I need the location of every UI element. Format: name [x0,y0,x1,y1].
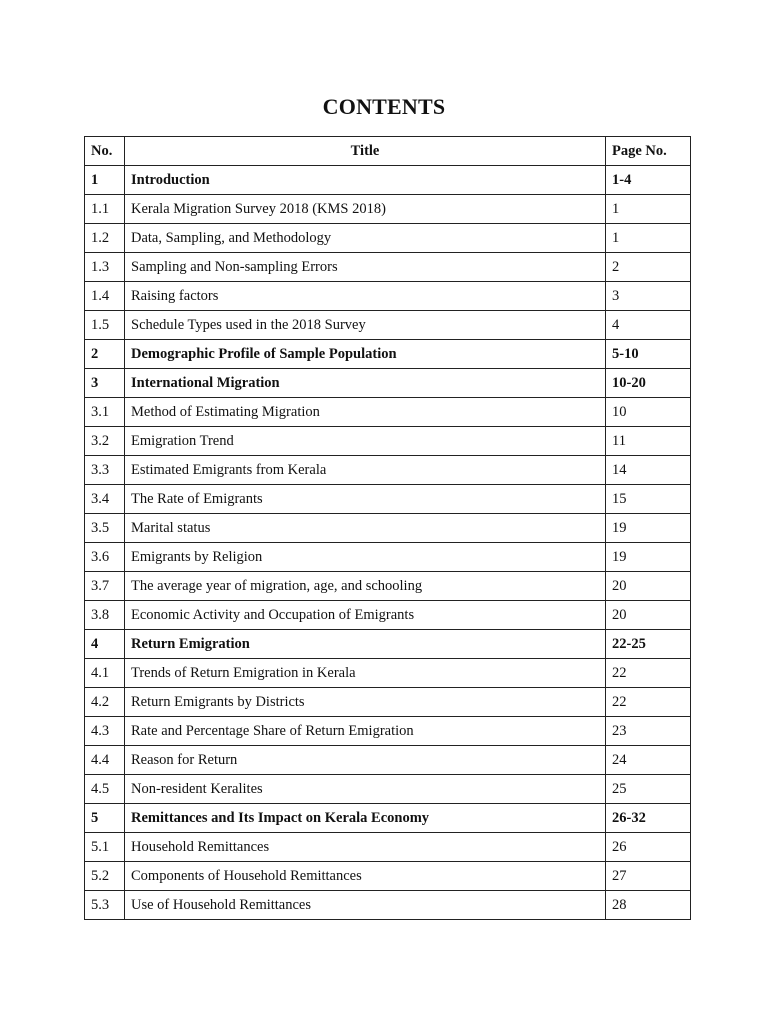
row-title: Trends of Return Emigration in Kerala [125,659,606,688]
row-title: Data, Sampling, and Methodology [125,224,606,253]
row-number: 3.8 [85,601,125,630]
row-number: 3.3 [85,456,125,485]
row-page-number: 19 [606,543,691,572]
row-title: Remittances and Its Impact on Kerala Economy [125,804,606,833]
row-title: Introduction [125,166,606,195]
row-number: 3.7 [85,572,125,601]
row-title: Components of Household Remittances [125,862,606,891]
chapter-row [85,166,691,195]
row-page-number: 25 [606,775,691,804]
row-title: Return Emigration [125,630,606,659]
row-title: Rate and Percentage Share of Return Emigration [125,717,606,746]
row-title: Marital status [125,514,606,543]
section-row [85,601,691,630]
row-title: Reason for Return [125,746,606,775]
row-number: 4.4 [85,746,125,775]
row-title: Raising factors [125,282,606,311]
row-title: Sampling and Non-sampling Errors [125,253,606,282]
row-page-number: 1 [606,195,691,224]
row-page-number: 27 [606,862,691,891]
section-row [85,456,691,485]
row-page-number: 20 [606,601,691,630]
row-title: International Migration [125,369,606,398]
row-page-number: 22 [606,688,691,717]
column-header-page: Page No. [606,137,691,166]
column-header-no: No. [85,137,125,166]
row-page-number: 10 [606,398,691,427]
section-row [85,891,691,920]
row-number: 3.4 [85,485,125,514]
row-page-number: 23 [606,717,691,746]
row-title: Use of Household Remittances [125,891,606,920]
row-number: 3.1 [85,398,125,427]
section-row [85,543,691,572]
section-row [85,775,691,804]
row-number: 4.2 [85,688,125,717]
chapter-row [85,630,691,659]
row-number: 2 [85,340,125,369]
section-row [85,833,691,862]
row-page-number: 26 [606,833,691,862]
section-row [85,311,691,340]
row-page-number: 1-4 [606,166,691,195]
row-title: Economic Activity and Occupation of Emigrants [125,601,606,630]
row-title: The Rate of Emigrants [125,485,606,514]
row-number: 1.2 [85,224,125,253]
row-title: Estimated Emigrants from Kerala [125,456,606,485]
row-title: Demographic Profile of Sample Population [125,340,606,369]
row-title: Method of Estimating Migration [125,398,606,427]
row-number: 3.5 [85,514,125,543]
row-page-number: 10-20 [606,369,691,398]
row-title: Household Remittances [125,833,606,862]
row-number: 4.5 [85,775,125,804]
row-page-number: 28 [606,891,691,920]
row-page-number: 20 [606,572,691,601]
contents-table [84,136,691,920]
row-title: Return Emigrants by Districts [125,688,606,717]
section-row [85,224,691,253]
row-title: Emigration Trend [125,427,606,456]
row-title: Kerala Migration Survey 2018 (KMS 2018) [125,195,606,224]
section-row [85,427,691,456]
chapter-row [85,804,691,833]
row-number: 5 [85,804,125,833]
row-title: Emigrants by Religion [125,543,606,572]
row-number: 5.1 [85,833,125,862]
row-page-number: 22 [606,659,691,688]
row-number: 3 [85,369,125,398]
section-row [85,398,691,427]
row-number: 1.5 [85,311,125,340]
section-row [85,253,691,282]
section-row [85,572,691,601]
table-body [85,166,691,920]
section-row [85,282,691,311]
row-title: Schedule Types used in the 2018 Survey [125,311,606,340]
row-number: 5.3 [85,891,125,920]
section-row [85,746,691,775]
chapter-row [85,340,691,369]
row-page-number: 14 [606,456,691,485]
section-row [85,659,691,688]
row-page-number: 2 [606,253,691,282]
row-page-number: 3 [606,282,691,311]
row-number: 4.3 [85,717,125,746]
section-row [85,717,691,746]
row-title: Non-resident Keralites [125,775,606,804]
section-row [85,862,691,891]
row-title: The average year of migration, age, and schooling [125,572,606,601]
row-page-number: 26-32 [606,804,691,833]
row-page-number: 15 [606,485,691,514]
row-page-number: 5-10 [606,340,691,369]
page-title: CONTENTS [322,94,446,119]
row-number: 1.1 [85,195,125,224]
section-row [85,195,691,224]
row-number: 5.2 [85,862,125,891]
section-row [85,514,691,543]
column-header-title: Title [125,137,606,166]
row-page-number: 11 [606,427,691,456]
row-number: 1.3 [85,253,125,282]
row-page-number: 1 [606,224,691,253]
row-number: 1 [85,166,125,195]
section-row [85,688,691,717]
section-row [85,485,691,514]
row-page-number: 4 [606,311,691,340]
table-header-row [85,137,691,166]
row-number: 4 [85,630,125,659]
row-page-number: 19 [606,514,691,543]
chapter-row [85,369,691,398]
row-number: 1.4 [85,282,125,311]
row-page-number: 22-25 [606,630,691,659]
row-number: 3.2 [85,427,125,456]
row-number: 3.6 [85,543,125,572]
row-number: 4.1 [85,659,125,688]
row-page-number: 24 [606,746,691,775]
